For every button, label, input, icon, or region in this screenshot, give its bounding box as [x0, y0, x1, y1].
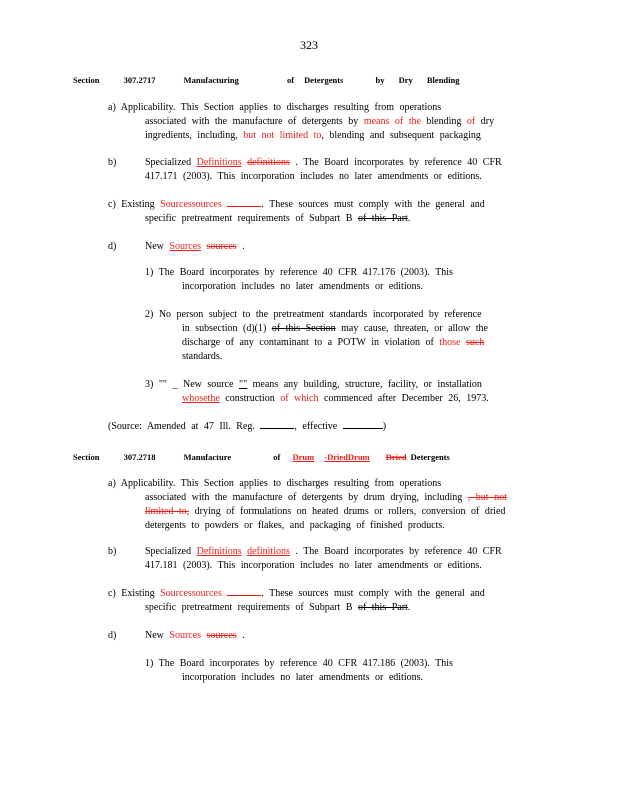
deleted-text: sources: [206, 241, 237, 252]
deleted-text: such: [465, 337, 485, 348]
heading-inserted-word: -DriedDrum: [324, 452, 370, 462]
paragraph-c-existing-sources: [108, 198, 485, 226]
heading-word: Dry: [398, 75, 413, 85]
text-line: [108, 587, 485, 601]
text: specific pretreatment requirements of Subpart B: [145, 213, 358, 224]
text-line: [145, 545, 502, 559]
text-line: detergents to powders or flakes, and packaging of finished products.: [145, 520, 445, 531]
inserted-text: of which: [280, 393, 319, 404]
text-line: 2) No person subject to the pretreatment standards incorporated by reference: [145, 309, 482, 320]
underlined-text: "": [238, 379, 248, 390]
paragraph-d-label-2718: d): [108, 630, 117, 641]
deleted-text: limited to,: [145, 506, 190, 517]
text: drying of formulations on heated drums or rollers, conversion of dried: [189, 506, 506, 517]
text: . The Board incorporates by reference 40 CFR: [289, 157, 502, 168]
heading-word: by: [375, 75, 385, 85]
heading-word: Section: [73, 75, 100, 85]
inserted-text: means of the: [363, 116, 421, 127]
deleted-text: , but not: [467, 492, 507, 503]
inserted-text: Sourcessources: [160, 199, 222, 210]
paragraph-d-new-sources: [145, 240, 245, 254]
text-line: [108, 129, 494, 143]
paragraph-c-existing-sources-2718: [108, 587, 485, 615]
heading-deleted-word: Dried: [385, 452, 407, 462]
inserted-text: definitions: [247, 546, 290, 557]
heading-word: of: [273, 452, 281, 462]
inserted-text: but not limited to: [243, 130, 322, 141]
text: , effective: [294, 421, 343, 432]
subparagraph-d3: [145, 378, 489, 406]
heading-word: of: [286, 75, 295, 85]
text: ingredients, including,: [145, 130, 244, 141]
deleted-text: of this Part: [357, 602, 408, 613]
paragraph-b-definitions: [145, 156, 502, 184]
text-line: [108, 601, 485, 615]
text-line: 1) The Board incorporates by reference 40 CFR 417.186 (2003). This: [145, 658, 453, 669]
paragraph-b-definitions-2718: [145, 545, 502, 573]
text-line: 417.181 (2003). This incorporation includes no later amendments or editions.: [145, 560, 482, 571]
text: means any building, structure, facility, or installation: [247, 379, 482, 390]
section-number: 307.2718: [123, 452, 156, 462]
heading-word: Blending: [426, 75, 460, 85]
deleted-text: of this Section: [271, 323, 336, 334]
text: (Source: Amended at 47 Ill. Reg.: [108, 421, 261, 432]
text: c) Existing: [108, 199, 161, 210]
text: . These sources must comply with the general and: [261, 199, 485, 210]
heading-inserted-word: Drum: [292, 452, 315, 462]
text-line: incorporation includes no later amendments or editions.: [182, 672, 423, 683]
text-line: [145, 378, 489, 392]
subparagraph-d2: [145, 308, 488, 364]
text-line: 417.171 (2003). This incorporation includes no later amendments or editions.: [145, 171, 482, 182]
text: associated with the manufacture of detergents by: [145, 116, 364, 127]
text-line: [145, 156, 502, 170]
text: .: [407, 213, 411, 224]
inserted-text: Definitions: [196, 546, 242, 557]
text: .: [236, 241, 245, 252]
text-line: [108, 115, 494, 129]
heading-word: Detergents: [410, 452, 450, 462]
text: 3) "" _ New source: [145, 379, 239, 390]
inserted-text: Sources: [169, 630, 202, 641]
text: in subsection (d)(1): [182, 323, 272, 334]
text: commenced after December 26, 1973.: [318, 393, 489, 404]
text-line: incorporation includes no later amendments or editions.: [182, 281, 423, 292]
text-line: a) Applicability. This Section applies to discharges resulting from operations: [108, 478, 442, 489]
text-line: [108, 505, 507, 519]
text: . The Board incorporates by reference 40 CFR: [289, 546, 502, 557]
inserted-text: whosethe: [182, 393, 220, 404]
text-line: [145, 392, 489, 406]
text: New: [145, 630, 170, 641]
text-line: standards.: [182, 351, 223, 362]
heading-word: Manufacture: [183, 452, 232, 462]
deletion-mark: [227, 595, 261, 596]
inserted-text: Sourcessources: [160, 588, 222, 599]
section-heading-2718: [73, 452, 472, 462]
text: ): [382, 421, 387, 432]
paragraph-a-applicability-2718: [108, 477, 507, 533]
blank-line: [343, 428, 383, 429]
text-line: [108, 491, 507, 505]
text-line: a) Applicability. This Section applies to discharges resulting from operations: [108, 102, 442, 113]
text: New: [145, 241, 170, 252]
section-number: 307.2717: [123, 75, 156, 85]
text-line: [145, 336, 488, 350]
heading-word: Section: [73, 452, 100, 462]
paragraph-d-new-sources-2718: [145, 629, 245, 643]
inserted-text: of: [466, 116, 476, 127]
inserted-text: Sources: [169, 241, 202, 252]
subparagraph-d1: [145, 266, 453, 294]
inserted-text: those: [439, 337, 461, 348]
inserted-text: Definitions: [196, 157, 242, 168]
text: discharge of any contaminant to a POTW in violation of: [182, 337, 440, 348]
paragraph-a-applicability: [108, 101, 494, 143]
text: specific pretreatment requirements of Subpart B: [145, 602, 358, 613]
section-heading-2717: [73, 75, 482, 85]
text-line: [108, 198, 485, 212]
text: Specialized: [145, 157, 197, 168]
text: , blending and subsequent packaging: [321, 130, 481, 141]
subparagraph-d1-2718: [145, 657, 453, 685]
heading-word: Detergents: [304, 75, 344, 85]
deleted-text: sources: [206, 630, 237, 641]
paragraph-b-label: b): [108, 157, 117, 168]
page-number: 323: [300, 38, 318, 52]
text: .: [236, 630, 245, 641]
text: associated with the manufacture of detergents by drum drying, including: [145, 492, 468, 503]
blank-line: [260, 428, 294, 429]
text: blending: [420, 116, 467, 127]
source-note: [108, 420, 386, 434]
text: dry: [475, 116, 495, 127]
text: Specialized: [145, 546, 197, 557]
heading-word: Manufacturing: [183, 75, 239, 85]
deleted-text: of this Part: [357, 213, 408, 224]
text: .: [407, 602, 411, 613]
text: . These sources must comply with the general and: [261, 588, 485, 599]
text-line: [145, 322, 488, 336]
paragraph-b-label-2718: b): [108, 546, 117, 557]
text: construction: [219, 393, 281, 404]
text: c) Existing: [108, 588, 161, 599]
text-line: 1) The Board incorporates by reference 40 CFR 417.176 (2003). This: [145, 267, 453, 278]
deleted-text: definitions: [247, 157, 290, 168]
deletion-mark: [227, 206, 261, 207]
paragraph-d-label: d): [108, 241, 117, 252]
text-line: [108, 212, 485, 226]
text: may cause, threaten, or allow the: [335, 323, 488, 334]
